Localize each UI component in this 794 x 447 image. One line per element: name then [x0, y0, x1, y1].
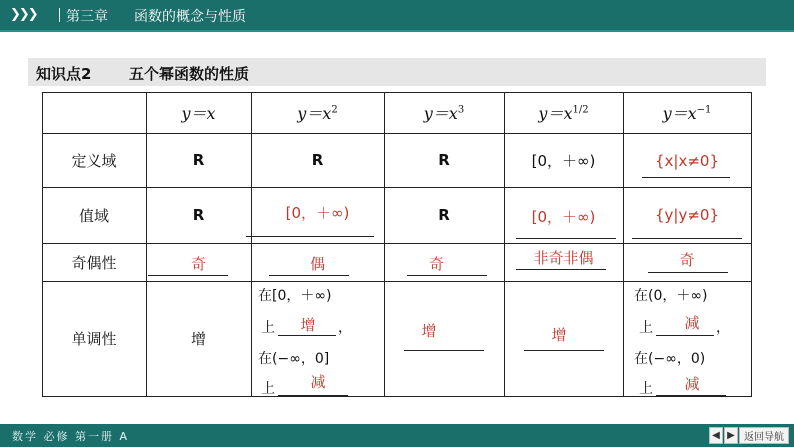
chapter-title: 函数的概念与性质 [134, 9, 246, 25]
col-header-base: y＝x [297, 104, 332, 123]
answer-blank [642, 177, 730, 178]
grid-line [751, 92, 752, 397]
answer-blank [278, 395, 348, 396]
chevron-left-icon: ◀ [712, 430, 720, 441]
domain-c1: R [192, 151, 205, 169]
mono-c2-line3: 在(−∞，0] [258, 351, 330, 367]
mono-c2-suffix: ， [338, 320, 352, 336]
col-header-x-half [504, 92, 623, 133]
answer-blank [407, 275, 487, 276]
top-bar [0, 0, 794, 30]
col-header-base: y＝x [538, 104, 573, 123]
section-label: 知识点2 [36, 65, 92, 83]
section-heading [28, 58, 766, 86]
answer-blank [656, 395, 726, 396]
answer-blank [632, 238, 742, 239]
chevrons-icon: ❯❯❯ [10, 7, 37, 22]
bottom-bar [0, 424, 794, 447]
mono-c5-answer1: 减 [684, 314, 700, 332]
range-c5-answer: {y|y≠0} [654, 206, 719, 224]
answer-blank [648, 272, 728, 273]
mono-c5-line3: 在(−∞，0) [634, 351, 706, 367]
mono-c5-line1: 在(0，＋∞) [634, 288, 708, 304]
mono-c4-answer: 增 [551, 326, 567, 344]
back-to-nav-button[interactable]: 返回导航 [739, 427, 789, 444]
col-header-x2 [251, 92, 384, 133]
parity-c2-answer: 偶 [309, 255, 325, 273]
parity-c3-answer: 奇 [428, 255, 444, 273]
subject-label: 数学 必修 第一册 A [12, 430, 130, 443]
next-page-button[interactable] [724, 427, 738, 444]
answer-blank [516, 269, 606, 270]
parity-c4-answer: 非奇非偶 [533, 249, 594, 267]
parity-c1-answer: 奇 [190, 255, 206, 273]
exponent: 2 [331, 104, 338, 116]
range-c4-answer: [0，＋∞) [531, 208, 596, 226]
col-header-x [146, 92, 251, 133]
answer-blank [404, 350, 484, 351]
mono-c3-answer: 增 [421, 322, 437, 340]
prev-page-button[interactable] [709, 427, 723, 444]
mono-c1: 增 [190, 330, 206, 348]
col-header-base: y＝x [662, 104, 697, 123]
answer-blank [148, 275, 228, 276]
row-label-domain: 定义域 [71, 151, 117, 170]
mono-c5-prefix2: 上 [639, 381, 653, 397]
answer-blank [269, 275, 349, 276]
mono-c2-prefix1: 上 [261, 320, 275, 336]
parity-c5-answer: 奇 [679, 251, 695, 269]
domain-c4: [0，＋∞) [531, 151, 596, 170]
row-label-monotonicity: 单调性 [71, 330, 117, 348]
row-label-range: 值域 [78, 206, 109, 225]
grid-line [42, 243, 752, 244]
exponent: 3 [457, 104, 465, 116]
range-c3: R [438, 206, 450, 224]
exponent: −1 [696, 104, 712, 116]
divider [59, 8, 60, 22]
row-label-parity: 奇偶性 [71, 253, 117, 272]
range-c2-answer: [0，＋∞) [285, 204, 350, 222]
exponent: 1/2 [572, 104, 589, 116]
mono-c5-suffix: ， [716, 320, 730, 336]
mono-c5-prefix1: 上 [639, 320, 653, 336]
col-header-x3 [384, 92, 504, 133]
top-rule [0, 30, 794, 32]
mono-c2-answer1: 增 [300, 316, 316, 334]
domain-c3: R [438, 151, 450, 169]
power-function-table [42, 92, 752, 397]
grid-line [623, 92, 624, 397]
col-header-base: y＝x [181, 104, 216, 123]
range-c1: R [192, 206, 205, 224]
answer-blank [246, 236, 374, 237]
mono-c5-answer2: 减 [684, 375, 700, 393]
chapter-label: 第三章 [66, 9, 108, 25]
mono-c2-answer2: 减 [310, 373, 326, 391]
answer-blank [278, 335, 336, 336]
col-header-base: y＝x [423, 104, 458, 123]
chevron-right-icon: ▶ [727, 430, 735, 441]
col-header-x-inv [623, 92, 751, 133]
answer-blank [516, 238, 616, 239]
answer-blank [656, 335, 714, 336]
mono-c2-prefix2: 上 [261, 381, 275, 397]
section-title: 五个幂函数的性质 [129, 65, 250, 83]
answer-blank [524, 350, 604, 351]
mono-c2-line1: 在[0，＋∞) [258, 288, 332, 304]
domain-c2: R [311, 151, 324, 169]
domain-c5-answer: {x|x≠0} [654, 152, 719, 170]
